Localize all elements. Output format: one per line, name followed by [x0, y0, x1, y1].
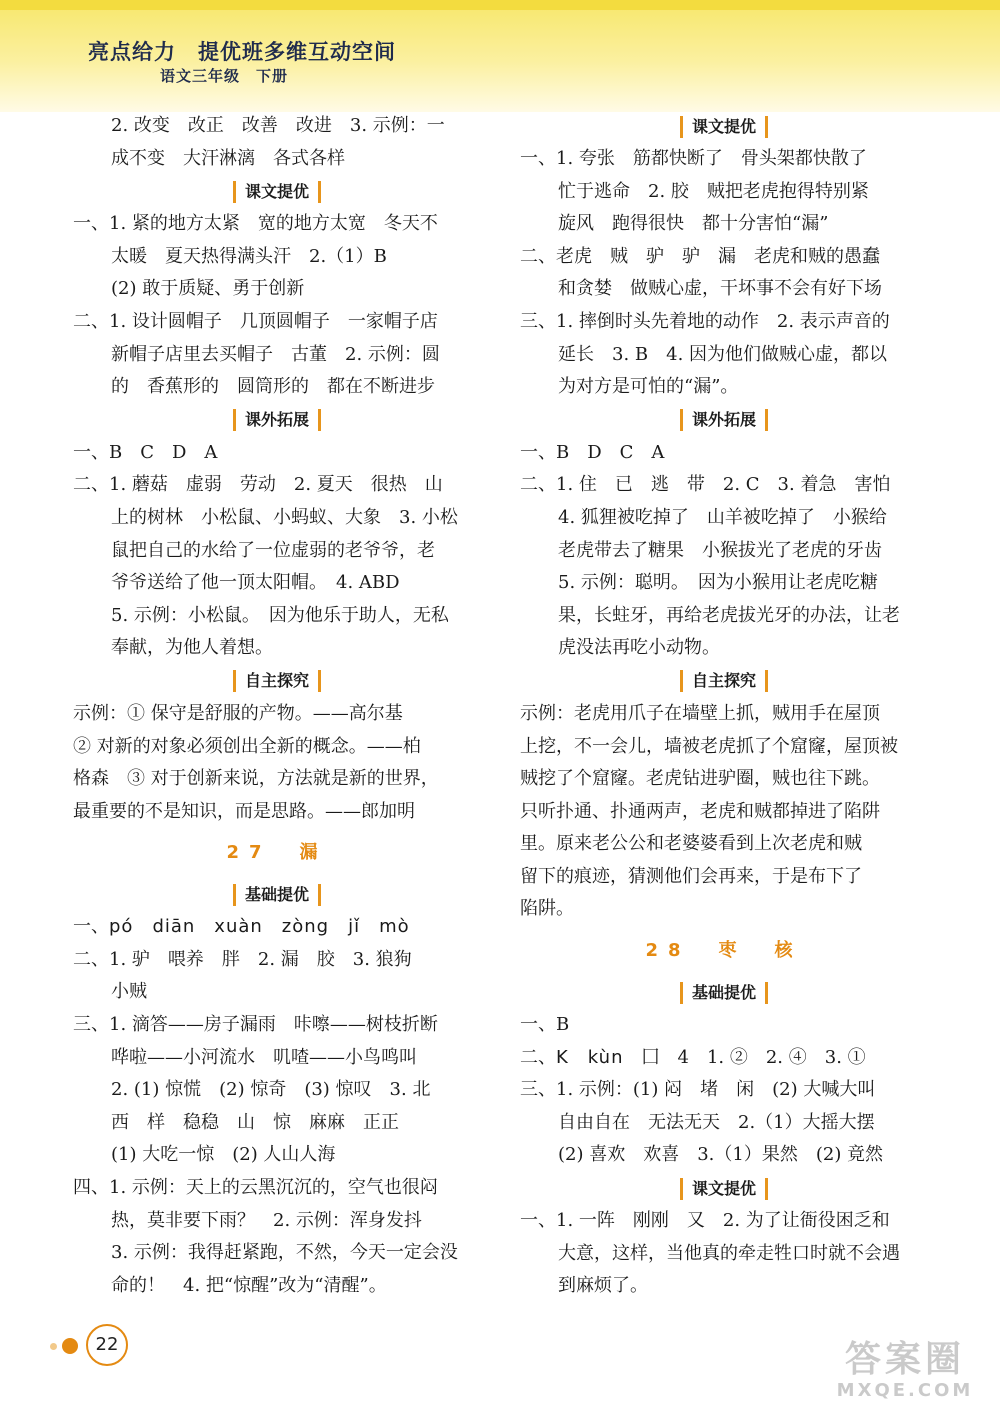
text-line: 爷爷送给了他一顶太阳帽。 4. ABD	[111, 572, 400, 594]
text-line: 一、B	[520, 1014, 570, 1036]
pinyin-answers: pó diān xuàn zòng jǐ mò	[109, 916, 410, 938]
section-heading	[520, 1172, 928, 1205]
section-heading-label: 课外拓展	[233, 409, 321, 431]
section-heading-label: 基础提优	[233, 884, 321, 906]
text-line: 上挖，不一会儿，墙被老虎抓了个窟窿，屋顶被	[520, 735, 898, 757]
text-line: ② 对新的对象必须创出全新的概念。——柏	[73, 735, 421, 757]
section-heading	[520, 404, 928, 437]
watermark-logo	[830, 1340, 980, 1410]
text-line: 命的！ 4. 把“惊醒”改为“清醒”。	[111, 1274, 387, 1296]
text-line: 延长 3. B 4. 因为他们做贼心虚，都以	[558, 343, 888, 365]
text-line: 5. 示例：聪明。 因为小猴用让老虎吃糖	[558, 572, 878, 594]
text-line: 2. 改变 改正 改善 改进 3. 示例：一	[111, 115, 445, 136]
section-heading	[73, 175, 481, 208]
text-line	[73, 911, 481, 944]
text-line: 旋风 跑得很快 都十分害怕“漏”	[558, 213, 829, 235]
decorative-dot	[62, 1338, 78, 1354]
text-line: 一、1. 一阵 刚刚 又 2. 为了让衙役困乏和	[520, 1210, 890, 1232]
section-heading	[520, 665, 928, 698]
text-line: 一、1. 夸张 筋都快断了 骨头架都快散了	[520, 148, 867, 169]
left-column	[73, 110, 481, 1302]
header-stripe	[0, 0, 1000, 10]
text-line: 最重要的不是知识，而是思路。——郎加明	[73, 800, 415, 822]
text-line: 示例：老虎用爪子在墙壁上抓，贼用手在屋顶	[520, 702, 880, 724]
text-line: 二、1. 设计圆帽子 几顶圆帽子 一家帽子店	[73, 310, 438, 332]
text-line: 果，长蛀牙，再给老虎拔光牙的办法，让老	[558, 604, 900, 626]
text-line: 奉献，为他人着想。	[111, 637, 273, 659]
text-line: 只听扑通、扑通两声，老虎和贼都掉进了陷阱	[520, 800, 880, 822]
section-heading	[73, 665, 481, 698]
book-title: 亮点给力 提优班多维互动空间	[88, 40, 396, 64]
text-line: 贼挖了个窟窿。老虎钻进驴圈，贼也往下跳。	[520, 768, 880, 790]
item-rest: 囗 4 1. ② 2. ④ 3. ①	[623, 1046, 866, 1068]
section-heading	[73, 878, 481, 911]
pinyin-answers: K kùn	[556, 1046, 624, 1068]
text-line: 到麻烦了。	[558, 1275, 648, 1297]
text-line: 留下的痕迹，猜测他们会再来，于是布下了	[520, 865, 862, 887]
text-line: 陷阱。	[520, 898, 574, 920]
text-line: 的 香蕉形的 圆筒形的 都在不断进步	[111, 376, 435, 398]
text-line: 3. 示例：我得赶紧跑，不然，今天一定会没	[111, 1242, 458, 1264]
section-heading-label: 基础提优	[680, 982, 768, 1004]
text-line: 为对方是可怕的“漏”。	[558, 376, 739, 398]
text-line: 里。原来老公公和老婆婆看到上次老虎和贼	[520, 833, 862, 855]
section-heading-label: 课文提优	[233, 181, 321, 203]
page-number: 22	[86, 1324, 128, 1366]
text-line: 热，莫非要下雨？ 2. 示例：浑身发抖	[111, 1209, 422, 1231]
text-line: 哗啦——小河流水 叽喳——小鸟鸣叫	[111, 1046, 417, 1068]
text-line: 三、1. 滴答——房子漏雨 咔嚓——树枝折断	[73, 1014, 438, 1036]
text-line: 5. 示例：小松鼠。 因为他乐于助人，无私	[111, 604, 449, 626]
text-line: 示例：① 保守是舒服的产物。——高尔基	[73, 702, 403, 724]
text-line: 4. 狐狸被吃掉了 山羊被吃掉了 小猴给	[558, 506, 887, 528]
text-line: 三、1. 摔倒时头先着地的动作 2. 表示声音的	[520, 310, 890, 332]
text-line: 虎没法再吃小动物。	[558, 637, 720, 659]
text-line: 格森 ③ 对于创新来说，方法就是新的世界，	[73, 768, 439, 790]
text-line: 和贪婪 做贼心虚，干坏事不会有好下场	[558, 278, 882, 300]
lesson-title: 28 枣 核	[645, 940, 803, 962]
text-line: 小贼	[111, 981, 147, 1003]
section-heading-label: 课文提优	[680, 1178, 768, 1200]
text-line: 新帽子店里去买帽子 古董 2. 示例：圆	[111, 343, 440, 365]
text-line: 西 样 稳稳 山 惊 麻麻 正正	[111, 1111, 399, 1133]
text-line: 三、1. 示例：(1) 闷 堵 闲 (2) 大喊大叫	[520, 1079, 876, 1101]
text-line: 鼠把自己的水给了一位虚弱的老爷爷，老	[111, 539, 435, 561]
text-line: 大意，这样，当他真的牵走牲口时就不会遇	[558, 1242, 900, 1264]
text-line: 二、1. 驴 喂养 胖 2. 漏 胶 3. 狼狗	[73, 948, 412, 970]
text-line: (2) 敢于质疑、勇于创新	[111, 278, 305, 300]
section-heading-label: 自主探究	[233, 670, 321, 692]
text-line: 一、B D C A	[520, 441, 665, 463]
text-line: 上的树林 小松鼠、小蚂蚁、大象 3. 小松	[111, 506, 458, 528]
text-line: 2. (1) 惊慌 (2) 惊奇 (3) 惊叹 3. 北	[111, 1079, 431, 1101]
text-line: 忙于逃命 2. 胶 贼把老虎抱得特别紧	[558, 180, 869, 202]
text-line: 太暖 夏天热得满头汗 2.（1）B	[111, 245, 387, 267]
text-line: (2) 喜欢 欢喜 3.（1）果然 (2) 竟然	[558, 1144, 884, 1166]
text-line: (1) 大吃一惊 (2) 人山人海	[111, 1144, 336, 1166]
section-heading-label: 自主探究	[680, 670, 768, 692]
text-line: 一、B C D A	[73, 441, 218, 463]
right-column	[520, 110, 928, 1303]
section-heading-label: 课外拓展	[680, 409, 768, 431]
text-line: 一、1. 紧的地方太紧 宽的地方太宽 冬天不	[73, 213, 438, 235]
decorative-dot	[50, 1343, 57, 1350]
text-line: 自由自在 无法无天 2.（1）大摇大摆	[558, 1111, 875, 1133]
text-line: 成不变 大汗淋漓 各式各样	[111, 147, 345, 169]
text-line: 二、老虎 贼 驴 驴 漏 老虎和贼的愚蠢	[520, 245, 880, 267]
lesson-title: 27 漏	[226, 842, 328, 864]
text-line: 二、1. 住 已 逃 带 2. C 3. 着急 害怕	[520, 474, 891, 496]
text-line: 二、1. 蘑菇 虚弱 劳动 2. 夏天 很热 山	[73, 474, 443, 496]
text-line: 老虎带去了糖果 小猴拔光了老虎的牙齿	[558, 539, 882, 561]
section-heading-label: 课文提优	[680, 116, 768, 138]
book-subtitle: 语文三年级 下册	[160, 67, 289, 85]
item-number: 二、	[520, 1046, 556, 1068]
text-line	[520, 1042, 928, 1075]
section-heading	[73, 404, 481, 437]
watermark-text: 答案圈	[844, 1339, 965, 1380]
section-heading	[520, 976, 928, 1009]
item-number: 一、	[73, 916, 109, 938]
text-line: 四、1. 示例：天上的云黑沉沉的，空气也很闷	[73, 1177, 438, 1199]
section-heading	[520, 110, 928, 143]
watermark-url: MXQE.COM	[836, 1380, 974, 1401]
